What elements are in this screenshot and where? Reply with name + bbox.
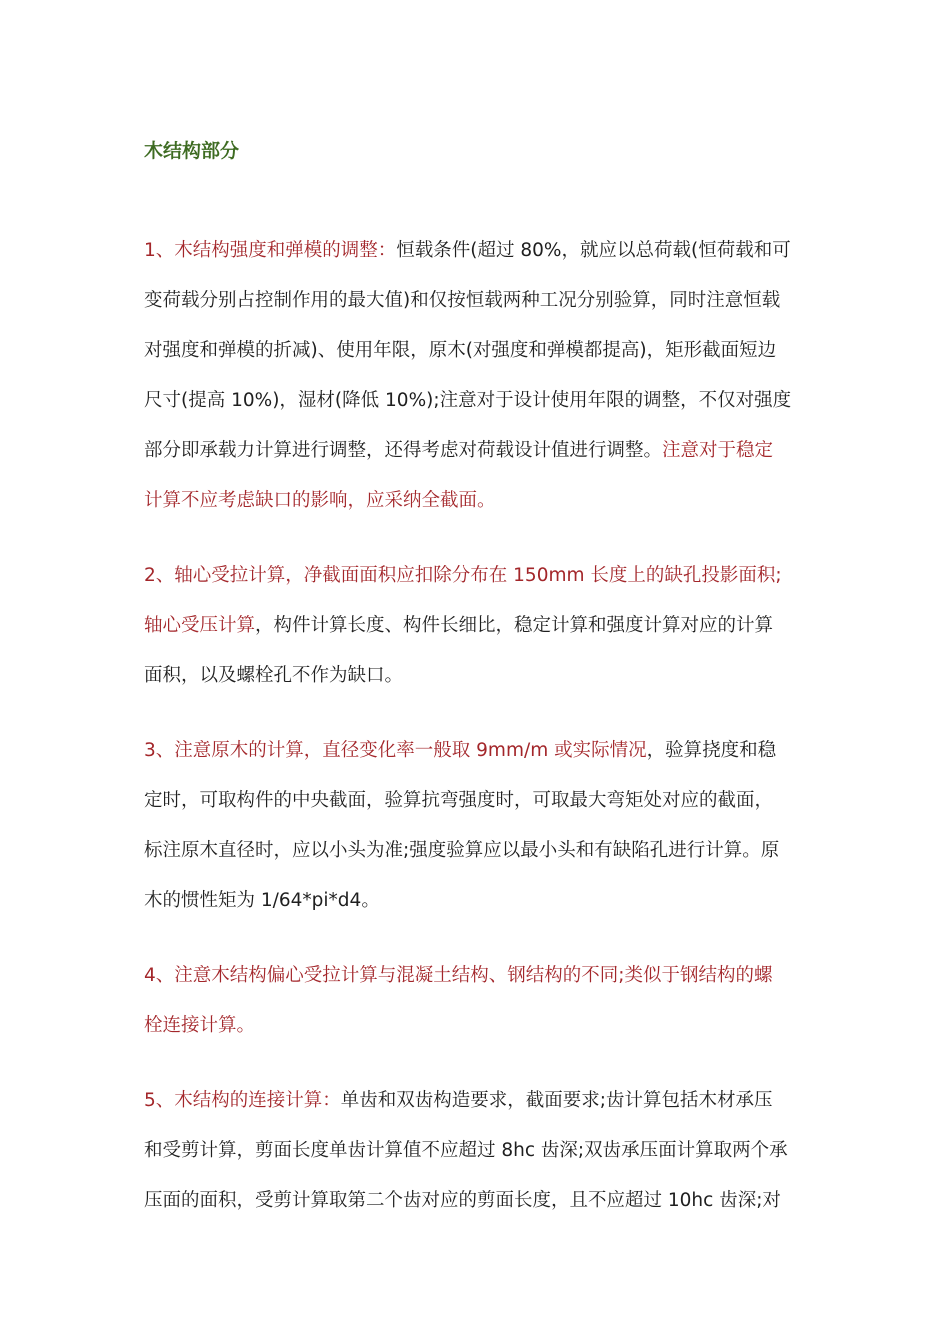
highlighted-text: 注意对于稳定: [662, 440, 774, 461]
text-line: [144, 376, 809, 426]
highlighted-text: 2、轴心受拉计算，净截面面积应扣除分布在 150mm 长度上的缺孔投影面积;: [144, 565, 782, 586]
body-text: 面积，以及螺栓孔不作为缺口。: [144, 665, 404, 686]
body-text: 压面的面积，受剪计算取第二个齿对应的剪面长度，且不应超过 10hc 齿深;对: [144, 1190, 781, 1211]
highlighted-text: 计算不应考虑缺口的影响，应采纳全截面。: [144, 490, 496, 511]
body-text: 和受剪计算，剪面长度单齿计算值不应超过 8hc 齿深;双齿承压面计算取两个承: [144, 1140, 788, 1161]
text-line: [144, 651, 809, 701]
body-text: 单齿和双齿构造要求，截面要求;齿计算包括木材承压: [340, 1090, 773, 1111]
body-text: 部分即承载力计算进行调整，还得考虑对荷载设计值进行调整。: [144, 440, 663, 461]
body-text: 标注原木直径时，应以小头为准;强度验算应以最小头和有缺陷孔进行计算。原: [144, 840, 780, 861]
text-line: [144, 426, 809, 476]
paragraph-3: [144, 726, 809, 926]
text-line: [144, 776, 809, 826]
highlighted-text: 栓连接计算。: [144, 1015, 256, 1036]
text-line: [144, 1001, 809, 1051]
paragraph-4: [144, 951, 809, 1051]
body-text: ，构件计算长度、构件长细比，稳定计算和强度计算对应的计算: [255, 615, 774, 636]
paragraph-1: [144, 226, 809, 526]
text-line: [144, 476, 809, 526]
highlighted-text: 5、木结构的连接计算：: [144, 1090, 341, 1111]
text-line: [144, 226, 809, 276]
text-line: [144, 601, 809, 651]
highlighted-text: 1、木结构强度和弹模的调整：: [144, 240, 397, 261]
paragraph-2: [144, 551, 809, 701]
body-text: 木的惯性矩为 1/64*pi*d4。: [144, 890, 380, 911]
text-line: [144, 276, 809, 326]
text-line: [144, 1126, 809, 1176]
body-text: 变荷载分别占控制作用的最大值)和仅按恒载两种工况分别验算，同时注意恒载: [144, 290, 781, 311]
text-line: [144, 551, 809, 601]
text-line: [144, 876, 809, 926]
paragraph-5: [144, 1076, 809, 1226]
section-heading: 木结构部分: [144, 140, 240, 162]
body-text: 定时，可取构件的中央截面，验算抗弯强度时，可取最大弯矩处对应的截面，: [144, 790, 774, 811]
body-text: 对强度和弹模的折减)、使用年限，原木(对强度和弹模都提高)，矩形截面短边: [144, 340, 777, 361]
highlighted-text: 3、注意原木的计算，直径变化率一般取 9mm/m 或实际情况: [144, 740, 647, 761]
highlighted-text: 4、注意木结构偏心受拉计算与混凝土结构、钢结构的不同;类似于钢结构的螺: [144, 965, 773, 986]
highlighted-text: 轴心受压计算: [144, 615, 256, 636]
text-line: [144, 951, 809, 1001]
text-line: [144, 726, 809, 776]
text-line: [144, 826, 809, 876]
text-line: [144, 326, 809, 376]
body-text: ，验算挠度和稳: [646, 740, 777, 761]
body-text: 恒载条件(超过 80%，就应以总荷载(恒荷载和可: [396, 240, 791, 261]
text-line: [144, 1076, 809, 1126]
body-text: 尺寸(提高 10%)，湿材(降低 10%);注意对于设计使用年限的调整，不仅对强度: [144, 390, 792, 411]
text-line: [144, 1176, 809, 1226]
